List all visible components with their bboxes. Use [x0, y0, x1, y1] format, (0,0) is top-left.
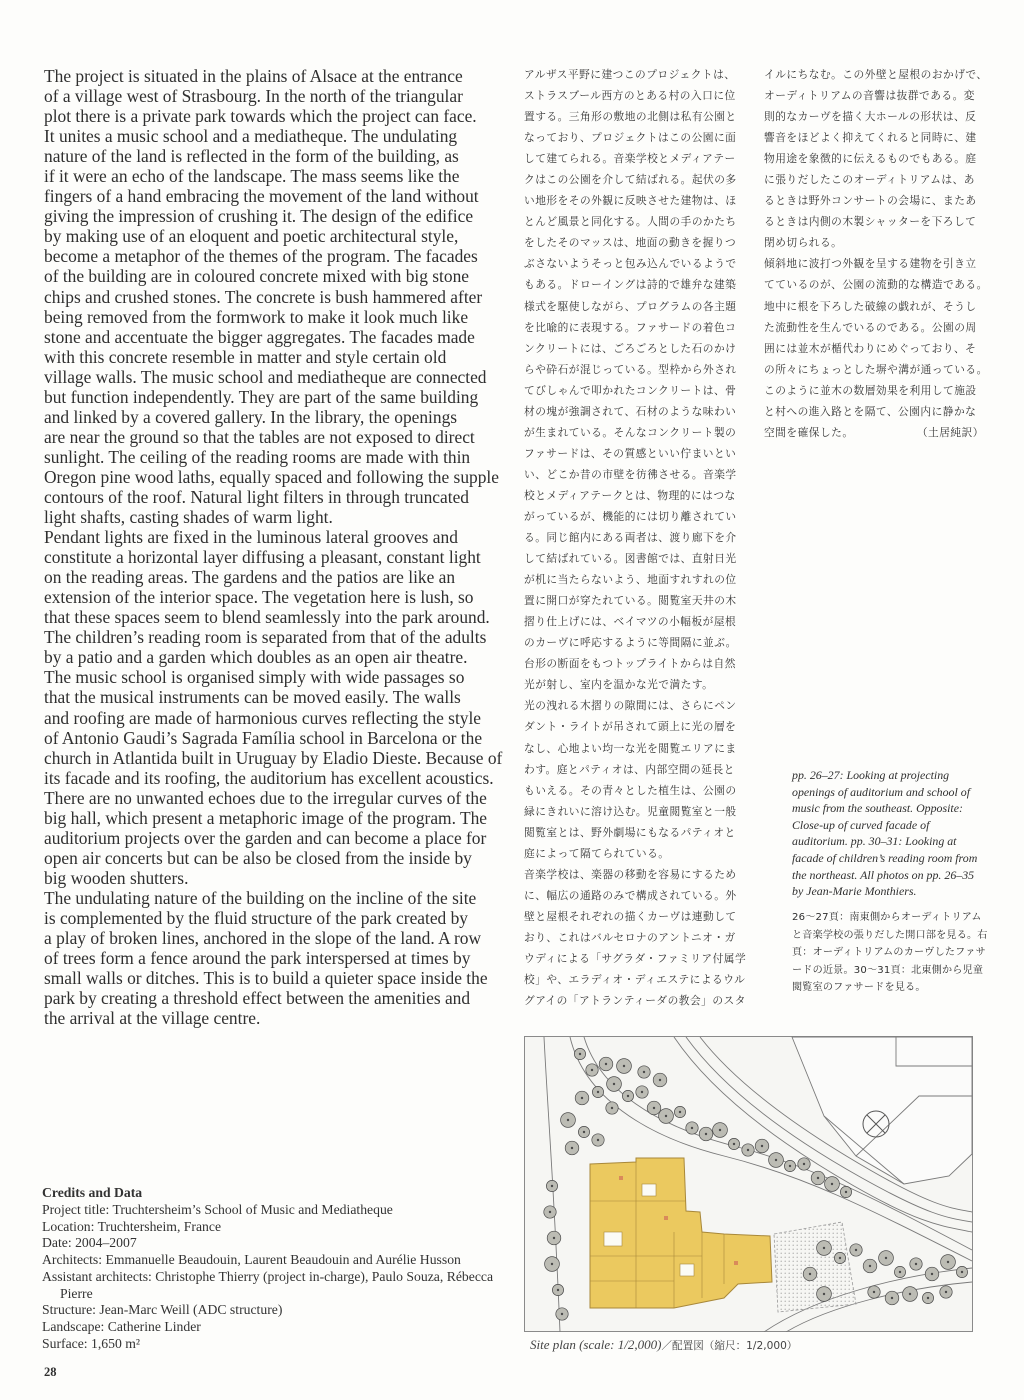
credit-item: Surface: 1,650 m² [42, 1335, 140, 1351]
english-text-line: village walls. The music school and mediatheque are connected [44, 366, 487, 387]
site-plan-caption-japanese: ／配置図（縮尺：1/2,000） [661, 1340, 798, 1352]
caption-line: music from the southeast. Opposite: [792, 801, 963, 816]
english-text-line: Oregon pine wood laths, equally spaced and following the supple [44, 466, 499, 487]
japanese-text-line: グアイの「アトランティーダの教会」のスタ [524, 994, 746, 1008]
english-text-line: and roofing are made of harmonious curves reflecting the style [44, 707, 482, 728]
tree-symbol [894, 1266, 905, 1277]
japanese-text-line: 材の塊が強調されて、石材のような味わい [524, 404, 737, 418]
tree-symbol [699, 1127, 713, 1141]
caption-line: auditorium. pp. 30–31: Looking at [792, 834, 957, 849]
credit-item: Assistant architects: Christophe Thierry (project in-charge), Paulo Souza, Rébecca Pierre [42, 1268, 494, 1301]
caption-line: pp. 26–27: Looking at projecting [792, 768, 950, 782]
japanese-text-line: い、どこか昔の市壁を彷彿させる。音楽学 [524, 467, 737, 481]
caption-line: 頁：オーディトリアムのカーヴしたファサ [792, 947, 986, 959]
caption-line: openings of auditorium and school of [792, 784, 971, 799]
tree-symbol [769, 1153, 784, 1168]
english-text-line: The music school is organised simply with wide passages so [44, 667, 465, 688]
caption-line: 26～27頁：南東側からオーディトリアム [792, 912, 982, 923]
japanese-text-line: 様式を駆使しながら、プログラムの各主題 [524, 299, 737, 313]
english-text-line: of trees form a fence around the park interspersed at times by [44, 948, 471, 969]
japanese-text-line: オーディトリアムの音響は抜群である。変 [764, 89, 975, 103]
english-text-line: giving the impression of crushing it. The design of the edifice [44, 206, 474, 227]
english-text-line: auditorium projects over the garden and can become a place for [44, 827, 487, 848]
site-plan-drawing [524, 1036, 973, 1332]
credit-item: Structure: Jean-Marc Weill (ADC structure) [42, 1302, 283, 1318]
tree-symbol [607, 1077, 622, 1092]
english-text-line: The project is situated in the plains of Alsace at the entrance [44, 66, 463, 86]
caption-line: 閲覧室のファサードを見る。 [792, 982, 926, 994]
japanese-text-line: して結ばれている。図書館では、直射日光 [524, 552, 737, 566]
english-article-column [44, 66, 514, 1028]
caption-line: the northeast. All photos on pp. 26–35 [792, 867, 975, 882]
tree-symbol [552, 1284, 563, 1295]
tree-symbol [817, 1241, 832, 1256]
tree-symbol [863, 1259, 877, 1273]
tree-symbol [647, 1101, 661, 1115]
tree-symbol [636, 1086, 648, 1098]
english-text-line: small walls or ditches. This is to build a quieter space inside the [44, 968, 488, 989]
tree-symbol [578, 1126, 589, 1137]
english-text-line: big hall, which present a metaphoric image of the program. The [44, 807, 487, 828]
caption-line: と音楽学校の張りだした開口部を見る。右 [792, 929, 988, 941]
tree-symbol [586, 1064, 598, 1076]
tree-symbol [713, 1123, 728, 1138]
credit-item: Date: 2004–2007 [42, 1235, 137, 1251]
tree-symbol [638, 1066, 650, 1078]
english-text-line: sunlight. The ceiling of the reading rooms are made with thin [44, 446, 471, 467]
japanese-text-line: イルにちなむ。この外壁と屋根のおかげで、 [764, 68, 988, 81]
japanese-text-line: に、幅広の通路のみで構成されている。外 [524, 888, 737, 902]
japanese-text-line: てびしゃんで叩かれたコンクリートは、骨 [524, 383, 737, 397]
japanese-text-line: と村への進入路とを隔て、公園内に静かな [764, 404, 977, 418]
japanese-text-line: 庭によって隔てられている。 [524, 846, 670, 860]
japanese-text-line: らや砕石が混じっている。型枠から外され [524, 362, 737, 376]
english-text-line: of Antonio Gaudi’s Sagrada Família school in Barcelona or the [44, 727, 483, 748]
patio [680, 1264, 694, 1276]
english-text-line: fingers of a hand embracing the movement of the land without [44, 186, 479, 207]
japanese-text-line: ぶさないようそっと包み込んでいるようで [524, 257, 737, 271]
japanese-text-line: い地形をその外観に反映させた建物は、ほ [524, 194, 737, 208]
credit-item: Architects: Emmanuelle Beaudouin, Laurent Beaudouin and Aurélie Husson [42, 1252, 461, 1267]
english-text-line: The undulating nature of the building on the incline of the site [44, 887, 477, 908]
japanese-text-line: ンクリートには、ごろごろとした石のかけ [524, 341, 737, 355]
japanese-text-line: 摺り仕上げには、ベイマツの小幅板が屋根 [524, 615, 737, 629]
garden-plaza-area [774, 1222, 856, 1312]
site-plan [524, 1036, 973, 1332]
tree-symbol [574, 1048, 585, 1059]
english-text-line: and linked by a covered gallery. In the library, the openings [44, 406, 458, 427]
japanese-text-line: 物用途を象徴的に伝えるものでもある。庭 [764, 152, 977, 166]
english-text-line: chips and crushed stones. The concrete is bush hammered after [44, 286, 483, 307]
tree-symbol [885, 1291, 899, 1305]
patio [604, 1232, 622, 1246]
tree-symbol [547, 1231, 561, 1245]
tree-symbol [925, 1267, 939, 1281]
opening-marker [664, 1216, 668, 1220]
credit-item: Project title: Truchtersheim’s School of Music and Mediatheque [42, 1201, 393, 1217]
english-text-line: There are no unwanted echoes due to the irregular curves of the [44, 787, 487, 808]
tree-symbol [956, 1266, 967, 1277]
japanese-text-line: なし、心地よい均一な光を閲覧エリアにま [524, 741, 737, 755]
english-text-line: nature of the land is reflected in the form of the building, as [44, 146, 459, 167]
japanese-text-line: を比喩的に表現する。ファサードの着色コ [524, 320, 737, 334]
translator-credit: （土居純訳） [916, 425, 984, 439]
tree-symbol [742, 1144, 754, 1156]
photo-caption-japanese [792, 909, 997, 997]
japanese-text-line: アルザス平野に建つこのプロジェクトは、 [524, 68, 736, 81]
english-text-line: light shafts, casting shades of warm light. [44, 507, 333, 528]
english-text-line: plot there is a private park towards which the project can face. [44, 106, 477, 127]
credits-heading: Credits and Data [42, 1185, 143, 1200]
tree-symbol [834, 1252, 845, 1263]
english-text-line: if it were an echo of the landscape. The mass seems like the [44, 166, 460, 187]
english-text-line: by making use of an eloquent and poetic architectural style, [44, 226, 459, 247]
japanese-text-line: 校」や、エラディオ・ディエステによるウル [524, 973, 746, 987]
japanese-text-line: 置する。三角形の敷地の北側は私有公園と [524, 110, 737, 124]
japanese-column-2-final-line [764, 422, 984, 443]
japanese-text-line: おり、これはバルセロナのアントニオ・ガ [524, 930, 736, 944]
japanese-text-line: 則的なカーヴを描く大ホールの形状は、反 [764, 110, 977, 124]
japanese-text-line: 囲には並木が楯代わりにめぐっており、そ [764, 341, 977, 355]
japanese-text-line: た流動性を生んでいるのである。公園の周 [764, 320, 977, 334]
japanese-text-line: なっており、プロジェクトはこの公園に面 [524, 131, 737, 145]
tree-symbol [617, 1059, 632, 1074]
credit-item: Landscape: Catherine Linder [42, 1319, 201, 1334]
japanese-text-line: 閲覧室とは、野外劇場にもなるパティオと [524, 825, 736, 839]
japanese-text-line: もいえる。その青々とした植生は、公園の [524, 783, 737, 797]
opening-marker [619, 1176, 623, 1180]
tree-symbol [565, 1141, 579, 1155]
tree-symbol [622, 1090, 633, 1101]
tree-symbol [825, 1177, 840, 1192]
japanese-text-line: がっているが、機能的には切り離されてい [524, 509, 737, 523]
tree-symbol [686, 1122, 698, 1134]
japanese-text-line: に張りだしたこのオーディトリアムは、あ [764, 173, 975, 187]
english-text-line: constitute a horizontal layer diffusing a pleasant, constant light [44, 547, 481, 568]
japanese-text-line: のカーヴに呼応するように等間隔に並ぶ。 [524, 636, 737, 650]
japanese-text-line: 空間を確保した。 [764, 425, 854, 439]
tree-symbol [592, 1134, 604, 1146]
tree-symbol [850, 1244, 862, 1256]
japanese-text-line: 校とメディアテークとは、物理的にはつな [524, 488, 736, 502]
japanese-text-line: るときは野外コンサートの会場に、またあ [764, 194, 977, 208]
japanese-text-line: をしたそのマッスは、地面の動きを握りつ [524, 236, 737, 250]
tree-symbol [653, 1073, 667, 1087]
tree-symbol [817, 1287, 832, 1302]
english-text-line: are near the ground so that the tables are not exposed to direct [44, 426, 475, 447]
caption-line: Close-up of curved facade of [792, 817, 930, 832]
english-text-line: its facade and its roofing, the auditorium has excellent acoustics. [44, 767, 494, 788]
english-text-line: It unites a music school and a mediatheque. The undulating [44, 126, 458, 147]
english-text-line: a play of broken lines, anchored in the slope of the land. A row [44, 928, 482, 949]
tree-symbol [674, 1106, 685, 1117]
japanese-text-line: る。同じ館内にある両者は、渡り廊下を介 [524, 531, 737, 545]
english-text-line: being removed from the formwork to make it look much like [44, 306, 469, 327]
tree-symbol [546, 1180, 557, 1191]
japanese-text-line: とんど風景と同化する。人間の手のかたち [524, 215, 737, 229]
tree-symbol [879, 1251, 894, 1266]
english-text-line: but function independently. They are part of the same building [44, 386, 479, 407]
caption-line: facade of children’s reading room from [792, 850, 978, 865]
tree-symbol [755, 1139, 769, 1153]
tree-symbol [903, 1287, 918, 1302]
tree-symbol [803, 1267, 817, 1281]
english-text-line: by a patio and a garden which doubles as an open air theatre. [44, 647, 468, 668]
tree-symbol [592, 1086, 603, 1097]
japanese-text-line: クはこの公園を介して結ばれる。起伏の多 [524, 173, 737, 187]
credits-and-data [42, 1185, 522, 1353]
japanese-text-line: ダント・ライトが吊されて頭上に光の層を [524, 720, 737, 734]
english-text-line: contours of the roof. Natural light filters in through truncated [44, 486, 469, 507]
credit-item: Location: Truchtersheim, France [42, 1218, 222, 1234]
japanese-text-line: るときは内側の木製シャッターを下ろして [764, 215, 977, 229]
english-text-line: extension of the interior space. The vegetation here is lush, so [44, 587, 474, 608]
english-text-line: that the musical instruments can be moved easily. The walls [44, 687, 461, 708]
photo-caption-english [792, 767, 997, 900]
tree-symbol [840, 1186, 851, 1197]
tree-symbol [798, 1158, 810, 1170]
tree-symbol [940, 1286, 952, 1298]
japanese-text-line: ウディによる「サグラダ・ファミリア付属学 [524, 951, 747, 965]
page-number: 28 [44, 1365, 57, 1379]
japanese-text-line: 閉め切られる。 [764, 236, 843, 250]
japanese-article-column-2 [764, 64, 1000, 443]
tree-symbol [811, 1171, 825, 1185]
tree-symbol [728, 1138, 739, 1149]
japanese-text-line: てているのが、公園の流動的な構造である。 [764, 278, 988, 292]
japanese-text-line: の所々にちょっとした塀や溝が通っている。 [764, 362, 988, 376]
japanese-text-line: もある。ドローイングは詩的で雄弁な建築 [524, 278, 737, 292]
japanese-text-line: ストラスブール西方のとある村の入口に位 [524, 89, 736, 103]
caption-line: by Jean-Marie Monthiers. [792, 884, 917, 899]
japanese-text-line: 緑にきれいに溶け込む。児童閲覧室と一般 [524, 804, 737, 818]
tree-symbol [659, 1109, 674, 1124]
tree-symbol [575, 1091, 589, 1105]
japanese-text-line: 傾斜地に波打つ外観を呈する建物を引き立 [764, 257, 977, 271]
tree-symbol [544, 1206, 556, 1218]
english-text-line: The children’s reading room is separated from that of the adults [44, 627, 487, 648]
tree-symbol [561, 1113, 576, 1128]
japanese-text-line: して建てられる。音楽学校とメディアテー [524, 152, 736, 166]
patio [642, 1184, 656, 1196]
english-text-line: big wooden shutters. [44, 867, 189, 888]
english-text-line: become a metaphor of the themes of the program. The facades [44, 246, 478, 267]
english-text-line: that these spaces seem to blend seamlessly into the park around. [44, 607, 490, 628]
english-text-line: stone and accentuate the bigger aggregates. The facades made [44, 326, 475, 347]
english-text-line: church in Atlantida built in Uruguay by Eladio Dieste. Because of [44, 747, 503, 768]
site-plan-caption [530, 1337, 797, 1354]
japanese-text-line: 地中に根を下ろした破線の戯れが、そうし [764, 299, 977, 313]
english-text-line: the arrival at the village centre. [44, 1008, 261, 1029]
caption-line: ードの近景。30～31頁：北東側から児童 [792, 964, 984, 976]
japanese-text-line: が生まれている。そんなコンクリート製の [524, 425, 737, 439]
japanese-text-line: 台形の断面をもつトップライトからは自然 [524, 657, 736, 671]
tree-symbol [941, 1255, 956, 1270]
japanese-text-line: が机に当たらないよう、地面すれすれの位 [524, 573, 737, 587]
japanese-text-line: 置に開口が穿たれている。閲覧室天井の木 [524, 594, 737, 608]
english-text-line: on the reading areas. The gardens and the patios are like an [44, 567, 456, 588]
japanese-text-line: 光の洩れる木摺りの隙間には、さらにペン [524, 699, 737, 713]
credits-list [42, 1202, 522, 1353]
tree-symbol [556, 1308, 568, 1320]
japanese-text-line: ファサードは、その質感といい佇まいとい [524, 446, 737, 460]
tree-symbol [910, 1258, 922, 1270]
english-text-line: with this concrete resemble in matter and style certain old [44, 346, 447, 367]
english-text-line: Pendant lights are fixed in the luminous lateral grooves and [44, 527, 458, 548]
site-plan-caption-english: Site plan (scale: 1/2,000) [530, 1337, 662, 1352]
japanese-text-line: 響音をほどよく抑えてくれると同時に、建 [764, 131, 977, 145]
japanese-text-line: 壁と屋根それぞれの描くカーヴは連動して [524, 909, 737, 923]
tree-symbol [922, 1292, 933, 1303]
tree-symbol [868, 1286, 880, 1298]
japanese-text-line: 光が射し、室内を温かな光で満たす。 [524, 678, 714, 692]
tree-symbol [599, 1057, 613, 1071]
english-text-line: park by creating a threshold effect between the amenities and [44, 988, 471, 1009]
opening-marker [734, 1261, 738, 1265]
japanese-text-line: わす。庭とパティオは、内部空間の延長と [524, 762, 735, 776]
tree-symbol [545, 1257, 560, 1272]
japanese-column-2-lines [764, 64, 1000, 422]
english-text-line: of the building are in coloured concrete mixed with big stone [44, 266, 469, 287]
japanese-text-line: 音楽学校は、楽器の移動を容易にするため [524, 867, 737, 881]
english-text-line: is complemented by the fluid structure of the park created by [44, 907, 468, 928]
tree-symbol [606, 1102, 618, 1114]
english-text-line: open air concerts but can be also be closed from the inside by [44, 847, 472, 868]
english-text-line: of a village west of Strasbourg. In the north of the triangular [44, 86, 463, 107]
japanese-article-column-1 [524, 64, 764, 1011]
japanese-text-line: このように並木の数層効果を利用して施設 [764, 383, 977, 397]
tree-symbol [784, 1160, 795, 1171]
